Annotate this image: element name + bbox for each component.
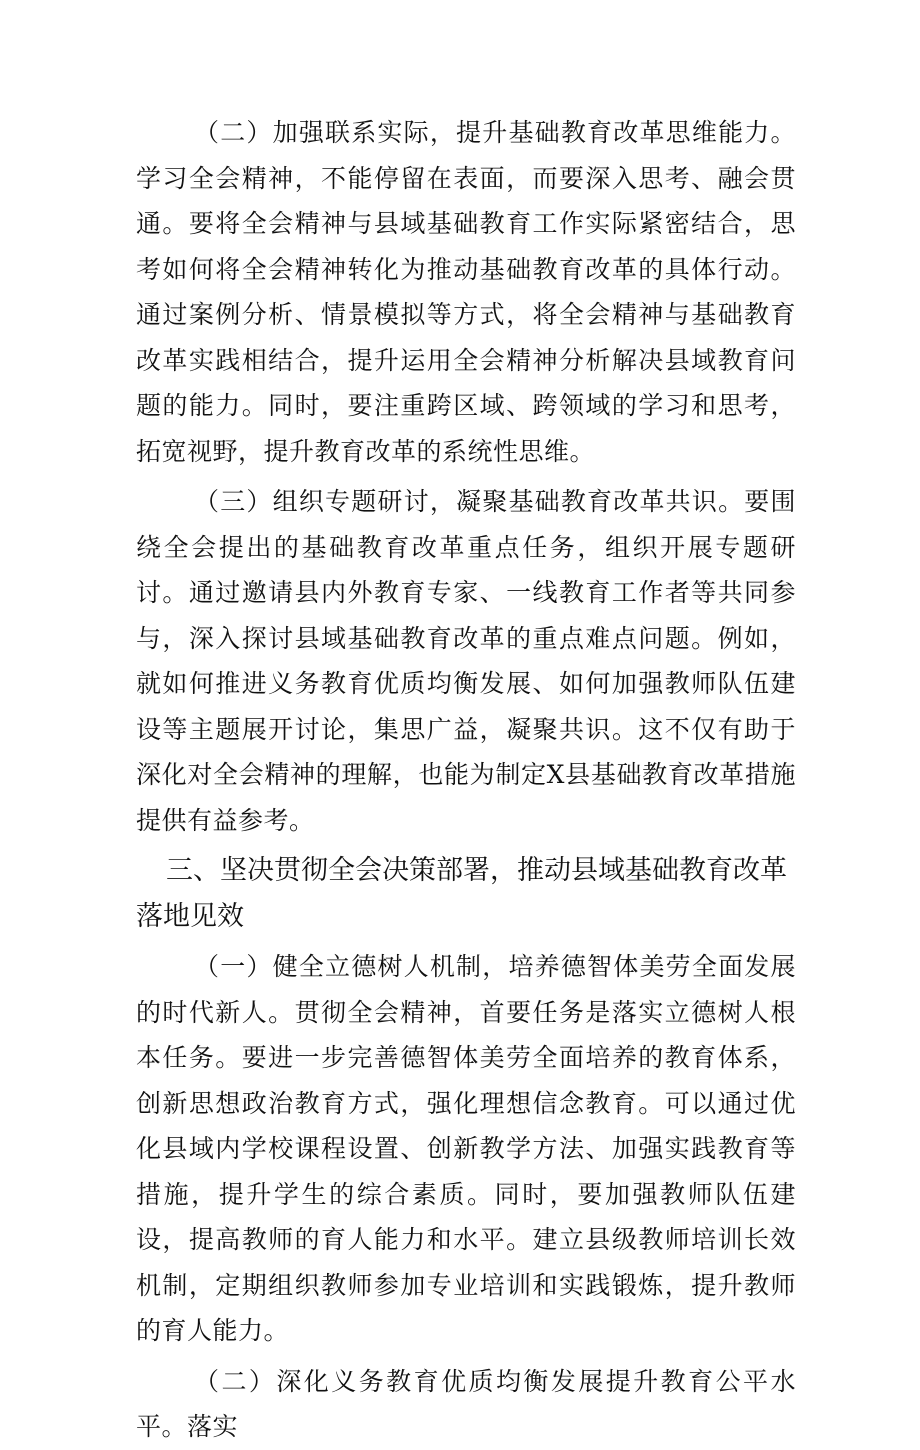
- paragraph-3-1: （一）健全立德树人机制，培养德智体美劳全面发展的时代新人。贯彻全会精神，首要任务是落实立德树人根本任务。要进一步完善德智体美劳全面培养的教育体系，创新思想政治教育方式，强化理想信念教育。可以通过优化县域内学校课程设置、创新教学方法、加强实践教育等措施，提升学生的综合素质。同时，要加强教师队伍建设，提高教师的育人能力和水平。建立县级教师培训长效机制，定期组织教师参加专业培训和实践锻炼，提升教师的育人能力。: [136, 952, 796, 1345]
- paragraph-2-2: （二）加强联系实际，提升基础教育改革思维能力。学习全会精神，不能停留在表面，而要深入思考、融会贯通。要将全会精神与县域基础教育工作实际紧密结合，思考如何将全会精神转化为推动基础教育改革的具体行动。通过案例分析、情景模拟等方式，将全会精神与基础教育改革实践相结合，提升运用全会精神分析解决县域教育问题的能力。同时，要注重跨区域、跨领域的学习和思考，拓宽视野，提升教育改革的系统性思维。: [136, 118, 796, 466]
- paragraph-3-2: （二）深化义务教育优质均衡发展提升教育公平水平。落实: [136, 1366, 796, 1441]
- section-3-heading: 三、坚决贯彻全会决策部署，推动县域基础教育改革落地见效: [136, 855, 787, 932]
- document-page: [136, 110, 796, 1450]
- paragraph-2-3: （三）组织专题研讨，凝聚基础教育改革共识。要围绕全会提出的基础教育改革重点任务，组织开展专题研讨。通过邀请县内外教育专家、一线教育工作者等共同参与，深入探讨县域基础教育改革的重点难点问题。例如，就如何推进义务教育优质均衡发展、如何加强教师队伍建设等主题展开讨论，集思广益，凝聚共识。这不仅有助于深化对全会精神的理解，也能为制定X县基础教育改革措施提供有益参考。: [136, 487, 796, 835]
